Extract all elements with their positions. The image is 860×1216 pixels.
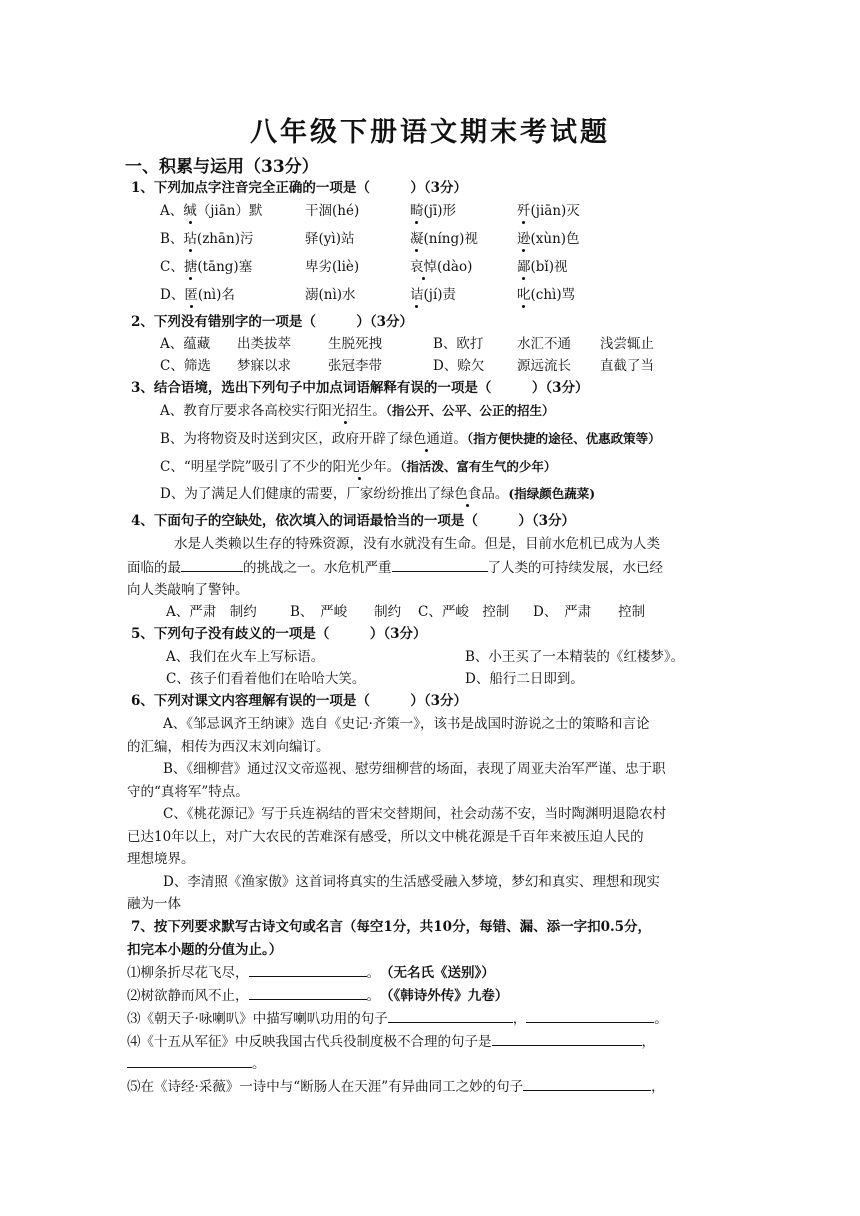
option-label: D、 bbox=[160, 287, 185, 303]
q3-option-a bbox=[160, 402, 555, 420]
q1-d-item-c bbox=[410, 286, 456, 304]
q4-passage-line-1: 水是人类赖以生存的特殊资源，没有水就没有生命。但是，目前水危机已成为人类 bbox=[174, 536, 660, 552]
sentence-text: D、为了满足人们健康的需要，厂家纷纷推出了 bbox=[160, 486, 441, 502]
pinyin-text: (níng)视 bbox=[423, 231, 478, 247]
sentence-end: 。 bbox=[453, 431, 467, 447]
sentence-end: 。 bbox=[372, 403, 386, 419]
dotted-char: 缄 bbox=[183, 203, 197, 219]
answer-blank[interactable] bbox=[127, 1054, 252, 1068]
dotted-char: 诘 bbox=[410, 287, 424, 303]
q6-option-a-line-2: 的汇编，相传为西汉末刘向编订。 bbox=[127, 739, 330, 755]
q1-option-a bbox=[160, 202, 263, 220]
q1-option-b bbox=[160, 230, 254, 248]
punctuation: ， bbox=[512, 1011, 527, 1027]
pinyin-text: (tāng)塞 bbox=[197, 259, 253, 275]
dotted-char: 凝 bbox=[410, 231, 424, 247]
q6-option-c-line-3: 理想境界。 bbox=[127, 851, 195, 867]
pinyin-text: (xùn)色 bbox=[530, 231, 580, 247]
dotted-word: 阳光招生 bbox=[318, 403, 373, 419]
dotted-word: 阳光少年 bbox=[332, 459, 387, 475]
q2-row1-1: A、蕴藏 bbox=[160, 336, 211, 352]
q7-item-1 bbox=[127, 963, 495, 982]
q5-option-b: B、小王买了一本精装的《红楼梦》。 bbox=[465, 649, 685, 665]
q1-c-item-c bbox=[410, 258, 472, 276]
q2-row1-5: 水汇不通 bbox=[517, 336, 571, 352]
q3-option-c bbox=[160, 458, 556, 476]
answer-blank[interactable] bbox=[388, 1009, 513, 1023]
answer-blank[interactable] bbox=[249, 963, 367, 977]
q2-row2-1: C、筛选 bbox=[160, 358, 211, 374]
sentence-end: 。 bbox=[386, 459, 401, 475]
q6-option-d-line-2: 融为一体 bbox=[127, 896, 181, 912]
pinyin-text: (dào) bbox=[437, 259, 473, 275]
q1-d-item-b: 溺(nì)水 bbox=[305, 287, 356, 303]
page-title: 八年级下册语文期末考试题 bbox=[250, 117, 610, 148]
answer-blank[interactable] bbox=[181, 558, 243, 572]
explanation-note: （指公开、公平、公正的招生） bbox=[385, 403, 555, 418]
q7-item-4 bbox=[127, 1032, 655, 1051]
pinyin-text: (jī)形 bbox=[423, 203, 457, 219]
q6-option-b-line-1: B、《细柳营》通过汉文帝巡视、慰劳细柳营的场面，表现了周亚夫治军严谨、忠于职 bbox=[163, 761, 666, 777]
q1-b-item-d bbox=[517, 230, 580, 248]
sentence-text: C、“明星学院”吸引了不少的 bbox=[160, 459, 333, 475]
sentence-text: A、教育厅要求各高校实行 bbox=[160, 403, 319, 419]
q1-c-item-d bbox=[517, 258, 568, 276]
q5-option-c: C、孩子们看着他们在哈哈大笑。 bbox=[166, 671, 366, 687]
q2-row2-6: 直截了当 bbox=[600, 358, 654, 374]
dotted-word: 绿色通道 bbox=[399, 431, 454, 447]
pinyin-text: （jiān）默 bbox=[196, 203, 263, 219]
q6-option-b-line-2: 守的“真将军”特点。 bbox=[127, 784, 249, 800]
answer-blank[interactable] bbox=[392, 558, 488, 572]
explanation-note: （指方便快捷的途径、优惠政策等） bbox=[466, 431, 661, 446]
q2-row2-5: 源远流长 bbox=[517, 358, 571, 374]
question-7-stem-line-1: 7、按下列要求默写古诗文句或名言（每空1分，共10分，每错、漏、添一字扣0.5分， bbox=[131, 919, 652, 935]
punctuation: ， bbox=[641, 1034, 655, 1050]
q2-row2-3: 张冠李带 bbox=[328, 358, 382, 374]
question-4-stem: 4、下面句子的空缺处，依次填入的词语最恰当的一项是（ ）（3分） bbox=[131, 513, 576, 529]
q1-c-item-b: 卑劣(liè) bbox=[305, 259, 360, 275]
explanation-note: (指绿颜色蔬菜) bbox=[508, 486, 596, 501]
source-note: （无名氏《送别》） bbox=[386, 965, 495, 981]
pinyin-text: (bǐ)视 bbox=[530, 259, 568, 275]
punctuation: 。 bbox=[654, 1011, 668, 1027]
sentence-end: 。 bbox=[494, 486, 509, 502]
q1-option-d bbox=[160, 286, 235, 304]
q6-option-c-line-1: C、《桃花源记》写于兵连祸结的晋宋交替期间，社会动荡不安，当时陶渊明退隐农村 bbox=[163, 806, 667, 822]
passage-text: 的挑战之一。水危机严重 bbox=[243, 560, 392, 576]
dotted-char: 逊 bbox=[517, 231, 531, 247]
question-7-stem-line-2: 扣完本小题的分值为止。） bbox=[127, 942, 283, 958]
q3-option-b bbox=[160, 430, 661, 448]
q2-row1-6: 浅尝辄止 bbox=[600, 336, 654, 352]
question-1-stem: 1、下列加点字注音完全正确的一项是（ ）（3分） bbox=[131, 180, 468, 196]
q1-d-item-d bbox=[517, 286, 575, 304]
question-6-stem: 6、下列对课文内容理解有误的一项是（ ）（3分） bbox=[131, 693, 468, 709]
question-2-stem: 2、下列没有错别字的一项是（ ）（3分） bbox=[131, 314, 414, 330]
q7-item-4-cont bbox=[127, 1054, 266, 1073]
prompt-text: ⑷《十五从军征》中反映我国古代兵役制度极不合理的句子是 bbox=[127, 1034, 492, 1050]
passage-text: 面临的最 bbox=[127, 560, 181, 576]
q1-a-item-b: 干涸(hé) bbox=[305, 203, 360, 219]
explanation-note: （指活泼、富有生气的少年） bbox=[400, 459, 557, 474]
q4-passage-line-2 bbox=[127, 558, 663, 577]
dotted-char: 匿 bbox=[184, 287, 198, 303]
prompt-text: ⑴柳条折尽花飞尽， bbox=[127, 965, 249, 981]
q1-option-c bbox=[160, 258, 252, 276]
pinyin-text: (jiān)灭 bbox=[530, 203, 580, 219]
q4-option-c: C、严峻 控制 bbox=[418, 604, 510, 620]
dotted-char: 哀悼 bbox=[410, 259, 437, 275]
option-label: B、 bbox=[160, 231, 184, 247]
punctuation: 。 bbox=[252, 1056, 266, 1072]
dotted-char: 歼 bbox=[517, 203, 531, 219]
dotted-char: 玷 bbox=[183, 231, 197, 247]
q5-option-d: D、船行二日即到。 bbox=[465, 671, 584, 687]
q2-row2-4: D、赊欠 bbox=[433, 358, 485, 374]
option-label: C、 bbox=[160, 259, 184, 275]
q1-a-item-d bbox=[517, 202, 580, 220]
q6-option-d-line-1: D、李清照《渔家傲》这首词将真实的生活感受融入梦境，梦幻和真实、理想和现实 bbox=[163, 874, 660, 890]
question-3-stem: 3、结合语境，选出下列句子中加点词语解释有误的一项是（ ）（3分） bbox=[131, 380, 589, 396]
q2-row1-4: B、欧打 bbox=[433, 336, 484, 352]
q4-option-b: B、 严峻 制约 bbox=[290, 604, 402, 620]
q7-item-3 bbox=[127, 1009, 668, 1028]
q6-option-c-line-2: 已达10年以上，对广大农民的苦难深有感受，所以文中桃花源是千百年来被压迫人民的 bbox=[127, 829, 644, 845]
q7-item-2 bbox=[127, 986, 508, 1005]
dotted-char: 鄙 bbox=[517, 259, 531, 275]
dotted-word: 绿色食品 bbox=[440, 486, 495, 502]
prompt-text: ⑵树欲静而风不止， bbox=[127, 988, 249, 1004]
punctuation: 。 bbox=[366, 988, 374, 1004]
pinyin-text: (zhān)污 bbox=[196, 231, 254, 247]
pinyin-text: (chì)骂 bbox=[530, 287, 576, 303]
prompt-text: ⑶《朝天子·咏喇叭》中描写喇叭功用的句子 bbox=[127, 1011, 388, 1027]
q2-row1-3: 生脱死拽 bbox=[328, 336, 382, 352]
q1-b-item-b: 驿(yì)站 bbox=[305, 231, 355, 247]
punctuation: 。 bbox=[366, 965, 374, 981]
punctuation: ， bbox=[651, 1079, 665, 1095]
q1-b-item-c bbox=[410, 230, 478, 248]
q2-row1-2: 出类拔萃 bbox=[237, 336, 291, 352]
sentence-text: B、为将物资及时送到灾区，政府开辟了 bbox=[160, 431, 400, 447]
answer-blank[interactable] bbox=[492, 1032, 642, 1046]
q7-item-5 bbox=[127, 1077, 665, 1096]
option-label: A、 bbox=[160, 203, 184, 219]
q6-option-a-line-1: A、《邹忌讽齐王纳谏》选自《史记·齐策一》，该书是战国时游说之士的策略和言论 bbox=[163, 716, 650, 732]
prompt-text: ⑸在《诗经·采薇》一诗中与“断肠人在天涯”有异曲同工之妙的句子 bbox=[127, 1079, 524, 1095]
pinyin-text: (jí)责 bbox=[423, 287, 457, 303]
passage-text: 了人类的可持续发展，水已经 bbox=[487, 560, 663, 576]
answer-blank[interactable] bbox=[249, 986, 367, 1000]
q4-option-d: D、 严肃 控制 bbox=[533, 604, 646, 620]
pinyin-text: (nì)名 bbox=[197, 287, 235, 303]
q5-option-a: A、我们在火车上写标语。 bbox=[166, 649, 325, 665]
section-heading: 一、积累与运用（33分） bbox=[125, 157, 319, 177]
dotted-char: 搪 bbox=[183, 259, 198, 275]
answer-blank[interactable] bbox=[523, 1077, 651, 1091]
q4-option-a: A、严肃 制约 bbox=[166, 604, 257, 620]
dotted-char: 畸 bbox=[410, 203, 424, 219]
dotted-char: 叱 bbox=[517, 287, 531, 303]
question-5-stem: 5、下列句子没有歧义的一项是（ ）（3分） bbox=[131, 626, 427, 642]
q3-option-d bbox=[160, 485, 595, 503]
source-note: （《韩诗外传》九卷） bbox=[386, 988, 509, 1004]
q4-passage-line-3: 向人类敲响了警钟。 bbox=[127, 582, 249, 598]
q2-row2-2: 梦寐以求 bbox=[237, 358, 291, 374]
q1-a-item-c bbox=[410, 202, 456, 220]
answer-blank[interactable] bbox=[526, 1009, 654, 1023]
